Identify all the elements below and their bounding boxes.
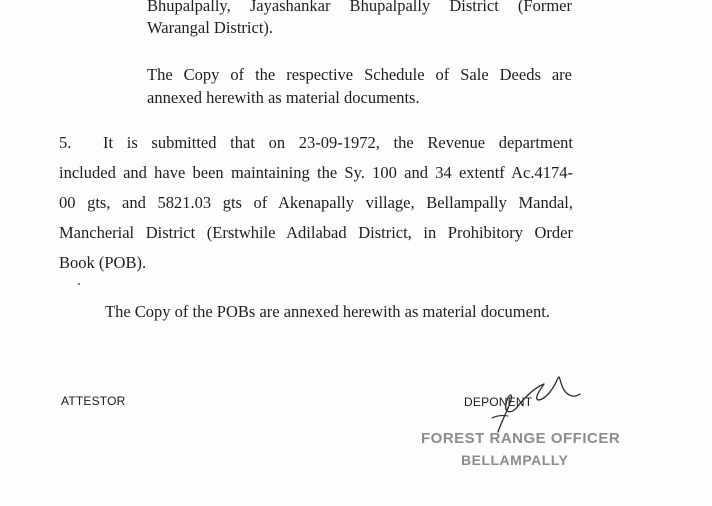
para4-line-1: Bhupalpally, Jayashankar Bhupalpally District (Former (147, 0, 572, 15)
para5-number: 5. (59, 133, 72, 152)
para5-line-5: Book (POB). (59, 253, 147, 272)
para5-line-2: included and have been maintaining the Sy. 100 and 34 extentf Ac.4174- (59, 163, 573, 182)
para4-annex-line-1: The Copy of the respective Schedule of Sale Deeds are (147, 65, 572, 84)
para5-line-3: 00 gts, and 5821.03 gts of Akenapally village, Bellampally Mandal, (59, 193, 573, 212)
attestor-label: ATTESTOR (61, 394, 126, 408)
scan-speck (78, 283, 80, 285)
para4-annex-line-2: annexed herewith as material documents. (147, 88, 420, 107)
para5-line-4: Mancherial District (Erstwhile Adilabad District, in Prohibitory Order (59, 223, 573, 242)
para5-annex: The Copy of the POBs are annexed herewith as material document. (105, 302, 550, 321)
deponent-label: DEPONENT (464, 395, 533, 409)
para4-line-2: Warangal District). (147, 18, 274, 37)
stamp-location: BELLAMPALLY (461, 452, 569, 468)
para5-line-1: It is submitted that on 23-09-1972, the Revenue department (103, 133, 573, 152)
stamp-officer-title: FOREST RANGE OFFICER (421, 430, 621, 447)
